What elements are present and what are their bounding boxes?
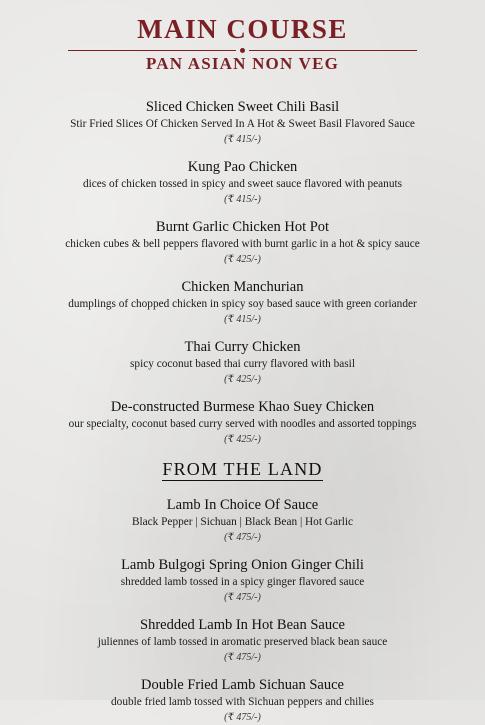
menu-item bbox=[0, 218, 485, 267]
divider-line-left bbox=[68, 50, 236, 51]
divider-dot bbox=[240, 48, 245, 53]
item-description: spicy coconut based thai curry flavored with basil bbox=[130, 358, 355, 370]
menu-header bbox=[0, 0, 485, 74]
item-name: Burnt Garlic Chicken Hot Pot bbox=[155, 219, 330, 235]
divider-line-right bbox=[249, 50, 417, 51]
item-name: Thai Curry Chicken bbox=[184, 339, 301, 355]
menu-item bbox=[0, 98, 485, 147]
item-price: (₹ 415/-) bbox=[224, 134, 261, 145]
item-description: Black Pepper | Sichuan | Black Bean | Hot Garlic bbox=[131, 516, 354, 528]
item-description: juliennes of lamb tossed in aromatic preserved black bean sauce bbox=[97, 636, 388, 648]
menu-item bbox=[0, 338, 485, 387]
item-description: dices of chicken tossed in spicy and sweet sauce flavored with peanuts bbox=[82, 178, 403, 190]
item-description: double fried lamb tossed with Sichuan peppers and chilies bbox=[111, 696, 374, 708]
item-price: (₹ 475/-) bbox=[224, 592, 261, 603]
menu-item bbox=[0, 496, 485, 545]
title-divider bbox=[0, 46, 485, 54]
item-name: Sliced Chicken Sweet Chili Basil bbox=[145, 99, 340, 115]
menu-item bbox=[0, 398, 485, 447]
item-price: (₹ 425/-) bbox=[224, 434, 261, 445]
menu-item bbox=[0, 278, 485, 327]
item-price: (₹ 425/-) bbox=[224, 374, 261, 385]
menu-item bbox=[0, 676, 485, 725]
item-price: (₹ 475/-) bbox=[224, 532, 261, 543]
menu-item bbox=[0, 556, 485, 605]
item-name: Double Fried Lamb Sichuan Sauce bbox=[141, 677, 344, 693]
item-name: Lamb In Choice Of Sauce bbox=[166, 497, 319, 513]
item-price: (₹ 415/-) bbox=[224, 314, 261, 325]
menu-item bbox=[0, 158, 485, 207]
item-description: shredded lamb tossed in a spicy ginger flavored sauce bbox=[120, 576, 365, 588]
section-heading-text: FROM THE LAND bbox=[162, 459, 323, 479]
page-title: MAIN COURSE bbox=[137, 14, 348, 44]
page-subtitle: PAN ASIAN NON VEG bbox=[145, 54, 340, 73]
section-heading bbox=[0, 458, 485, 480]
item-description: dumplings of chopped chicken in spicy soy based sauce with green coriander bbox=[68, 298, 417, 310]
item-price: (₹ 475/-) bbox=[224, 652, 261, 663]
item-name: Chicken Manchurian bbox=[181, 279, 304, 295]
item-price: (₹ 425/-) bbox=[224, 254, 261, 265]
item-price: (₹ 475/-) bbox=[224, 712, 261, 723]
item-description: chicken cubes & bell peppers flavored with burnt garlic in a hot & spicy sauce bbox=[65, 238, 420, 250]
menu-item bbox=[0, 616, 485, 665]
item-name: Lamb Bulgogi Spring Onion Ginger Chili bbox=[121, 557, 364, 573]
item-name: De-constructed Burmese Khao Suey Chicken bbox=[110, 399, 375, 415]
item-description: our specialty, coconut based curry served with noodles and assorted toppings bbox=[68, 418, 417, 430]
menu-items bbox=[0, 98, 485, 725]
item-name: Shredded Lamb In Hot Bean Sauce bbox=[140, 617, 345, 633]
item-price: (₹ 415/-) bbox=[224, 194, 261, 205]
item-name: Kung Pao Chicken bbox=[187, 159, 298, 175]
item-description: Stir Fried Slices Of Chicken Served In A Hot & Sweet Basil Flavored Sauce bbox=[70, 118, 415, 130]
